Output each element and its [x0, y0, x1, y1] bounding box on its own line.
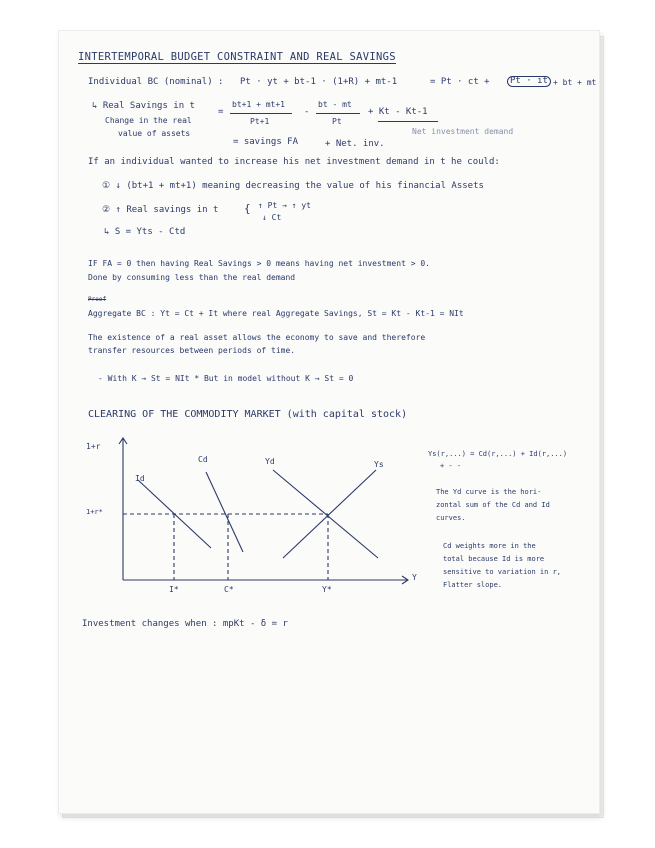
note1-line1: The Yd curve is the hori- [436, 488, 542, 496]
budget-eq-right: = Pt · ct + [430, 77, 490, 87]
net-inv: + Net. inv. [325, 139, 385, 149]
page-title: INTERTEMPORAL BUDGET CONSTRAINT AND REAL SAVINGS [78, 51, 396, 63]
investment-condition: Investment changes when : mpKt - δ = r [82, 619, 288, 629]
fa-note-1: IF FA = 0 then having Real Savings > 0 means having net investment > 0. [88, 259, 430, 268]
clearing-title: CLEARING OF THE COMMODITY MARKET (with capital stock) [88, 409, 408, 420]
budget-eq-tail: + bt + mt [553, 78, 597, 87]
plus-k-term: + Kt - Kt-1 [368, 107, 428, 117]
yd-label: Yd [265, 457, 275, 466]
option-1: ① ↓ (bt+1 + mt+1) meaning decreasing the value of his financial Assets [102, 181, 484, 191]
x-tick-c: C* [224, 585, 234, 594]
clearing-equation: Ys(r,...) = Cd(r,...) + Id(r,...) [428, 450, 568, 458]
with-k-line: - With K → St = NIt * But in model without K → St = 0 [98, 374, 354, 383]
x-axis-label: Y [412, 573, 417, 582]
minus-sign: - [304, 107, 310, 117]
y-axis-label: 1+r [86, 442, 101, 451]
real-savings-note-2: value of assets [118, 129, 191, 138]
fa-note-2: Done by consuming less than the real demand [88, 273, 296, 282]
eq-level-label: 1+r* [86, 508, 103, 516]
budget-label: Individual BC (nominal) : [88, 77, 224, 87]
budget-eq-left: Pt · yt + bt-1 · (1+R) + mt-1 [240, 77, 398, 87]
frac2-den: Pt [332, 117, 342, 126]
net-investment-note: Net investment demand [412, 127, 514, 136]
ys-label: Ys [374, 460, 384, 469]
brace: { [244, 202, 251, 215]
frac1-num: bt+1 + mt+1 [232, 100, 285, 109]
k-underline [378, 121, 438, 122]
existence-1: The existence of a real asset allows the economy to save and therefore [88, 333, 426, 342]
savings-fa: = savings FA [233, 137, 299, 147]
brace-top: ↑ Pt → ↑ yt [258, 201, 311, 210]
note2-line3: sensitive to variation in r, [443, 568, 562, 576]
x-tick-y: Y* [322, 585, 332, 594]
cd-label: Cd [198, 455, 208, 464]
note1-line3: curves. [436, 514, 466, 522]
cd-curve [206, 472, 243, 552]
frac2-num: bt - mt [318, 100, 352, 109]
savings-identity: ↳ S = Yts - Ctd [104, 227, 186, 237]
real-savings-note-1: Change in the real [105, 116, 192, 125]
circled-investment: Pt · it [507, 76, 551, 87]
real-savings-label: ↳ Real Savings in t [92, 101, 195, 111]
note2-line2: total because Id is more [443, 555, 545, 563]
id-label: Id [135, 474, 145, 483]
derivative-signs: + - - [440, 462, 462, 470]
proof-word: Proof [88, 296, 107, 303]
brace-bottom: ↓ Ct [262, 213, 282, 222]
frac1-den: Pt+1 [250, 117, 270, 126]
market-graph [78, 430, 438, 605]
aggregate-bc: Aggregate BC : Yt = Ct + It where real Aggregate Savings, St = Kt - Kt-1 = NIt [88, 309, 464, 318]
eq-sign: = [218, 107, 224, 117]
frac2-bar [316, 113, 360, 114]
frac1-bar [230, 113, 292, 114]
option-2: ② ↑ Real savings in t [102, 205, 219, 215]
intro-line: If an individual wanted to increase his net investment demand in t he could: [88, 157, 500, 167]
existence-2: transfer resources between periods of time. [88, 346, 296, 355]
note2-line4: Flatter slope. [443, 581, 503, 589]
x-tick-i: I* [169, 585, 179, 594]
note2-line1: Cd weights more in the [443, 542, 536, 550]
note1-line2: zontal sum of the Cd and Id [436, 501, 550, 509]
